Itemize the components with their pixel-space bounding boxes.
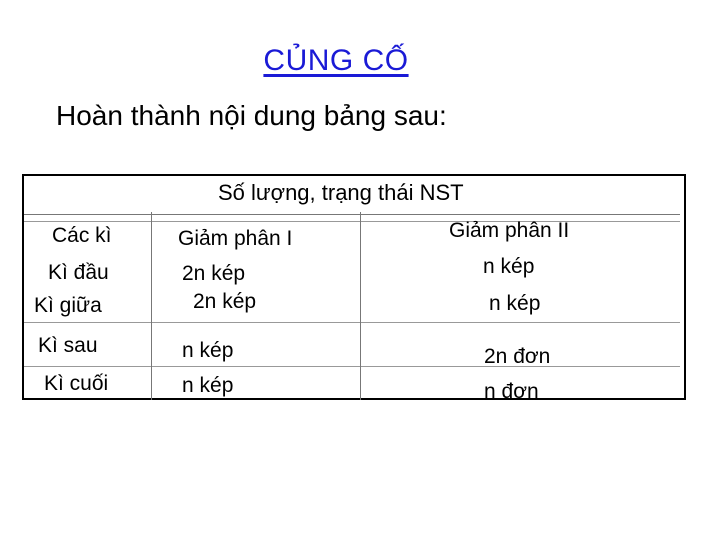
gp1-cell: n kép <box>182 339 234 362</box>
row-divider <box>24 214 680 215</box>
gp2-cell: n kép <box>489 292 541 315</box>
column-divider <box>360 212 361 400</box>
row-divider <box>24 322 680 323</box>
row-divider <box>24 221 680 222</box>
phase-cell: Kì sau <box>38 334 98 357</box>
header-giam-phan-1: Giảm phân I <box>178 227 293 250</box>
phase-cell: Kì đầu <box>48 261 109 284</box>
summary-table <box>22 174 686 400</box>
page-title: CỦNG CỐ <box>263 44 409 77</box>
header-giam-phan-2: Giảm phân II <box>449 219 570 242</box>
gp1-cell: n kép <box>182 374 234 397</box>
gp1-cell: 2n kép <box>182 262 246 285</box>
group-header: Số lượng, trạng thái NST <box>218 180 464 205</box>
header-phase: Các kì <box>52 224 112 247</box>
gp2-cell: n đơn <box>484 380 539 400</box>
gp1-cell: 2n kép <box>193 290 257 313</box>
gp2-cell: 2n đơn <box>484 345 551 368</box>
phase-cell: Kì cuối <box>44 372 109 395</box>
phase-cell: Kì giữa <box>34 294 102 317</box>
instruction-text: Hoàn thành nội dung bảng sau: <box>56 100 447 131</box>
gp2-cell: n kép <box>483 255 535 278</box>
column-divider <box>151 212 152 400</box>
row-divider <box>24 366 680 367</box>
